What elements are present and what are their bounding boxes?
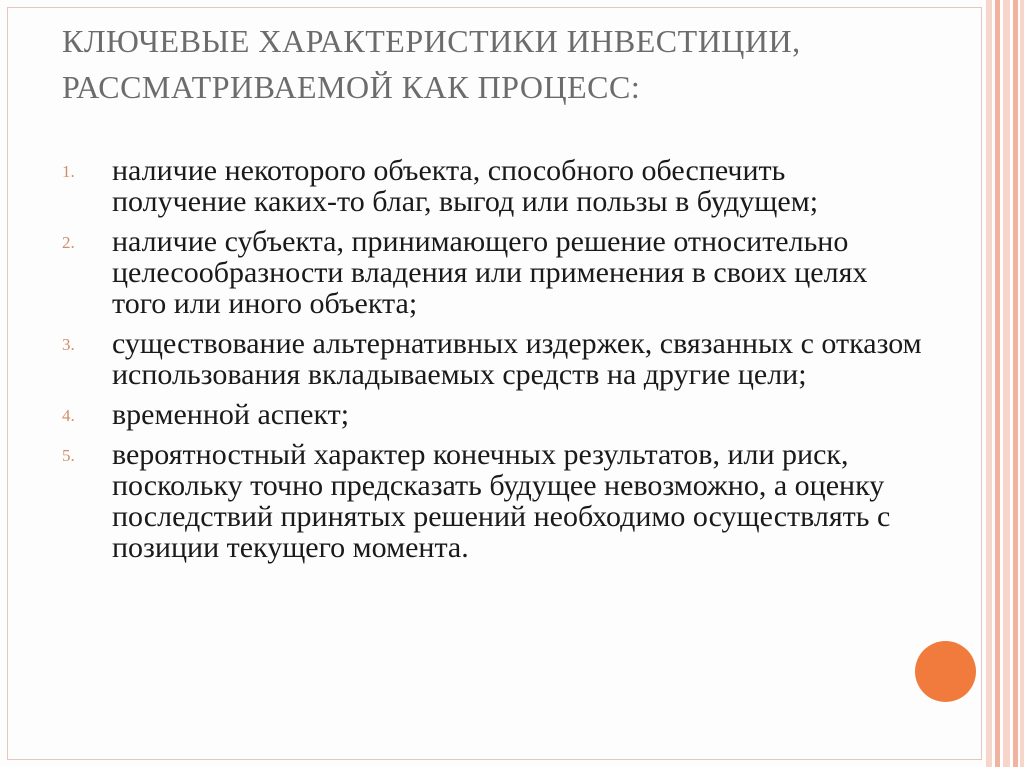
characteristics-list <box>62 155 922 572</box>
list-item <box>62 155 922 217</box>
decorative-stripe-1 <box>986 0 992 767</box>
list-item-number: 1. <box>62 162 75 181</box>
list-item-number: 5. <box>62 446 75 465</box>
list-item-text: наличие некоторого объекта, способного обеспечить получение каких-то благ, выгод или пользы в будущем; <box>112 154 819 218</box>
list-item-text: вероятностный характер конечных результатов, или риск, поскольку точно предсказать будущее невозможно, а оценку последствий принятых решений необходимо осуществлять с позиции текущего момента. <box>112 438 891 564</box>
decorative-stripe-5 <box>1020 0 1024 767</box>
decorative-stripe-2 <box>995 0 1000 767</box>
list-item-number: 4. <box>62 406 75 425</box>
list-item <box>62 399 922 430</box>
list-item <box>62 328 922 390</box>
orange-circle-decoration <box>915 641 976 702</box>
list-item-text: временной аспект; <box>112 398 350 431</box>
list-item-text: существование альтернативных издержек, связанных с отказом использования вкладываемых средств на другие цели; <box>112 327 922 391</box>
list-item-number: 3. <box>62 335 75 354</box>
list-item-text: наличие субъекта, принимающего решение относительно целесообразности владения или применения в своих целях того или иного объекта; <box>112 225 868 320</box>
decorative-stripe-3 <box>1003 0 1010 767</box>
decorative-stripe-4 <box>1013 0 1018 767</box>
list-item-number: 2. <box>62 233 75 252</box>
list-item <box>62 226 922 319</box>
slide-title: КЛЮЧЕВЫЕ ХАРАКТЕРИСТИКИ ИНВЕСТИЦИИ, РАССМАТРИВАЕМОЙ КАК ПРОЦЕСС: <box>62 23 801 105</box>
list-item <box>62 439 922 563</box>
